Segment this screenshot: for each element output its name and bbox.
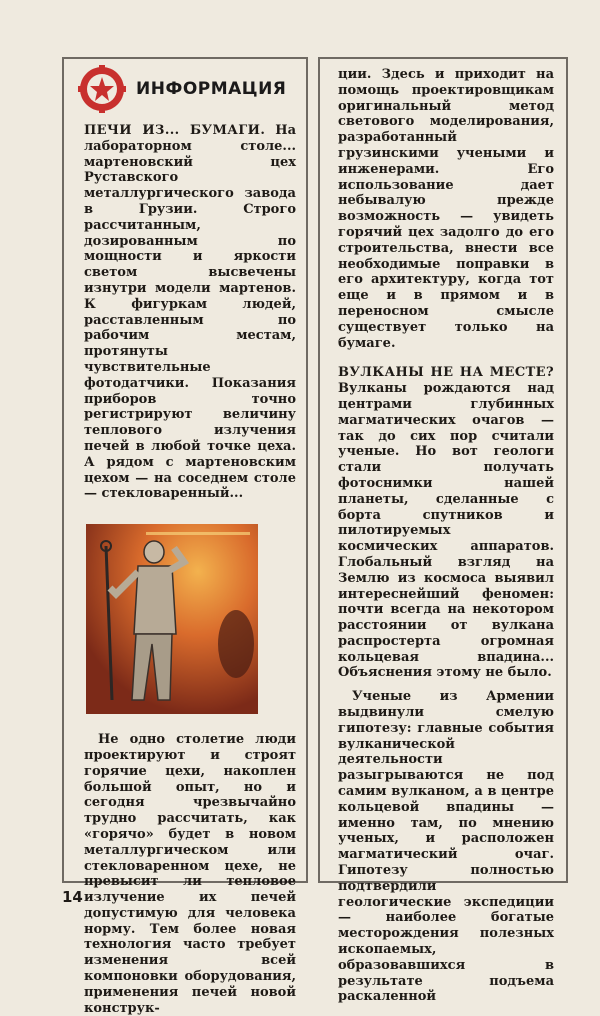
right-column	[318, 57, 568, 1005]
rubric-header	[78, 65, 306, 113]
right-continuation: ции. Здесь и приходит на помощь проектировщикам оригинальный метод светового моделирования, разработанный грузинскими учеными и инженерами. Его использование дает небывалую прежде возможность — увидеть горячий цех задолго до его строительства, внести все необходимые поправки в его архитектуру, когда тот еще и в прямом и в переносном смысле существует только на бумаге.	[338, 67, 554, 351]
right-paragraph-2: Ученые из Армении выдвинули смелую гипотезу: главные события вулканической деятельности разыгрываются не под самим вулканом, а в центре кольцевой впадины — именно там, по мнению ученых, и расположен магматический очаг. Гипотезу полностью подтвердили геологические экспедиции — наиболее богатые месторождения полезных ископаемых, образовавшихся в результате подъема раскаленной	[338, 689, 554, 1005]
left-continuation: Не одно столетие люди проектируют и строят горячие цехи, накоплен большой опыт, но и сегодня чрезвычайно трудно рассчитать, как «горячо» будет в новом металлургическом или стекловаренном цехе, не превысит ли тепловое излучение их печей допустимую для человека норму. Тем более новая технология часто требует изменения всей компоновки оборудования, применения печей новой конструк-	[84, 732, 296, 1016]
page-number: 14	[62, 888, 83, 906]
article-text-stoves: На лабораторном столе... мартеновский цех Руставского металлургического завода в Грузии. Строго рассчитанным, дозированным по мощности и яркости светом высвечены изнутри модели мартенов. К фигуркам людей, расставленным по рабочим местам, протянуты чувствительные фотодатчики. Показания приборов точно регистрируют величину теплового излучения печей в любой точке цеха. А рядом с мартеновским цехом — на соседнем столе — стекловаренный...	[84, 123, 296, 502]
article-heading-stoves: ПЕЧИ ИЗ... БУМАГИ.	[84, 123, 266, 138]
gear-star-emblem-icon	[78, 65, 126, 113]
right-article	[338, 365, 554, 681]
article-heading-volcanoes: ВУЛКАНЫ НЕ НА МЕСТЕ?	[338, 365, 554, 381]
left-article	[84, 123, 296, 502]
worker-illustration	[86, 524, 258, 714]
rubric-title: ИНФОРМАЦИЯ	[136, 79, 287, 99]
article-text-volcanoes: Вулканы рождаются над центрами глубинных магматических очагов — так до сих пор считали ученые. Но вот геологи стали получать фотоснимки нашей планеты, сделанные с борта спутников и пилотируемых космических аппаратов. Глобальный взгляд на Землю из космоса выявил интереснейший феномен: почти всегда на некотором расстоянии от вулкана распростерта огромная кольцевая впадина... Объяснения этому не было.	[338, 381, 554, 681]
